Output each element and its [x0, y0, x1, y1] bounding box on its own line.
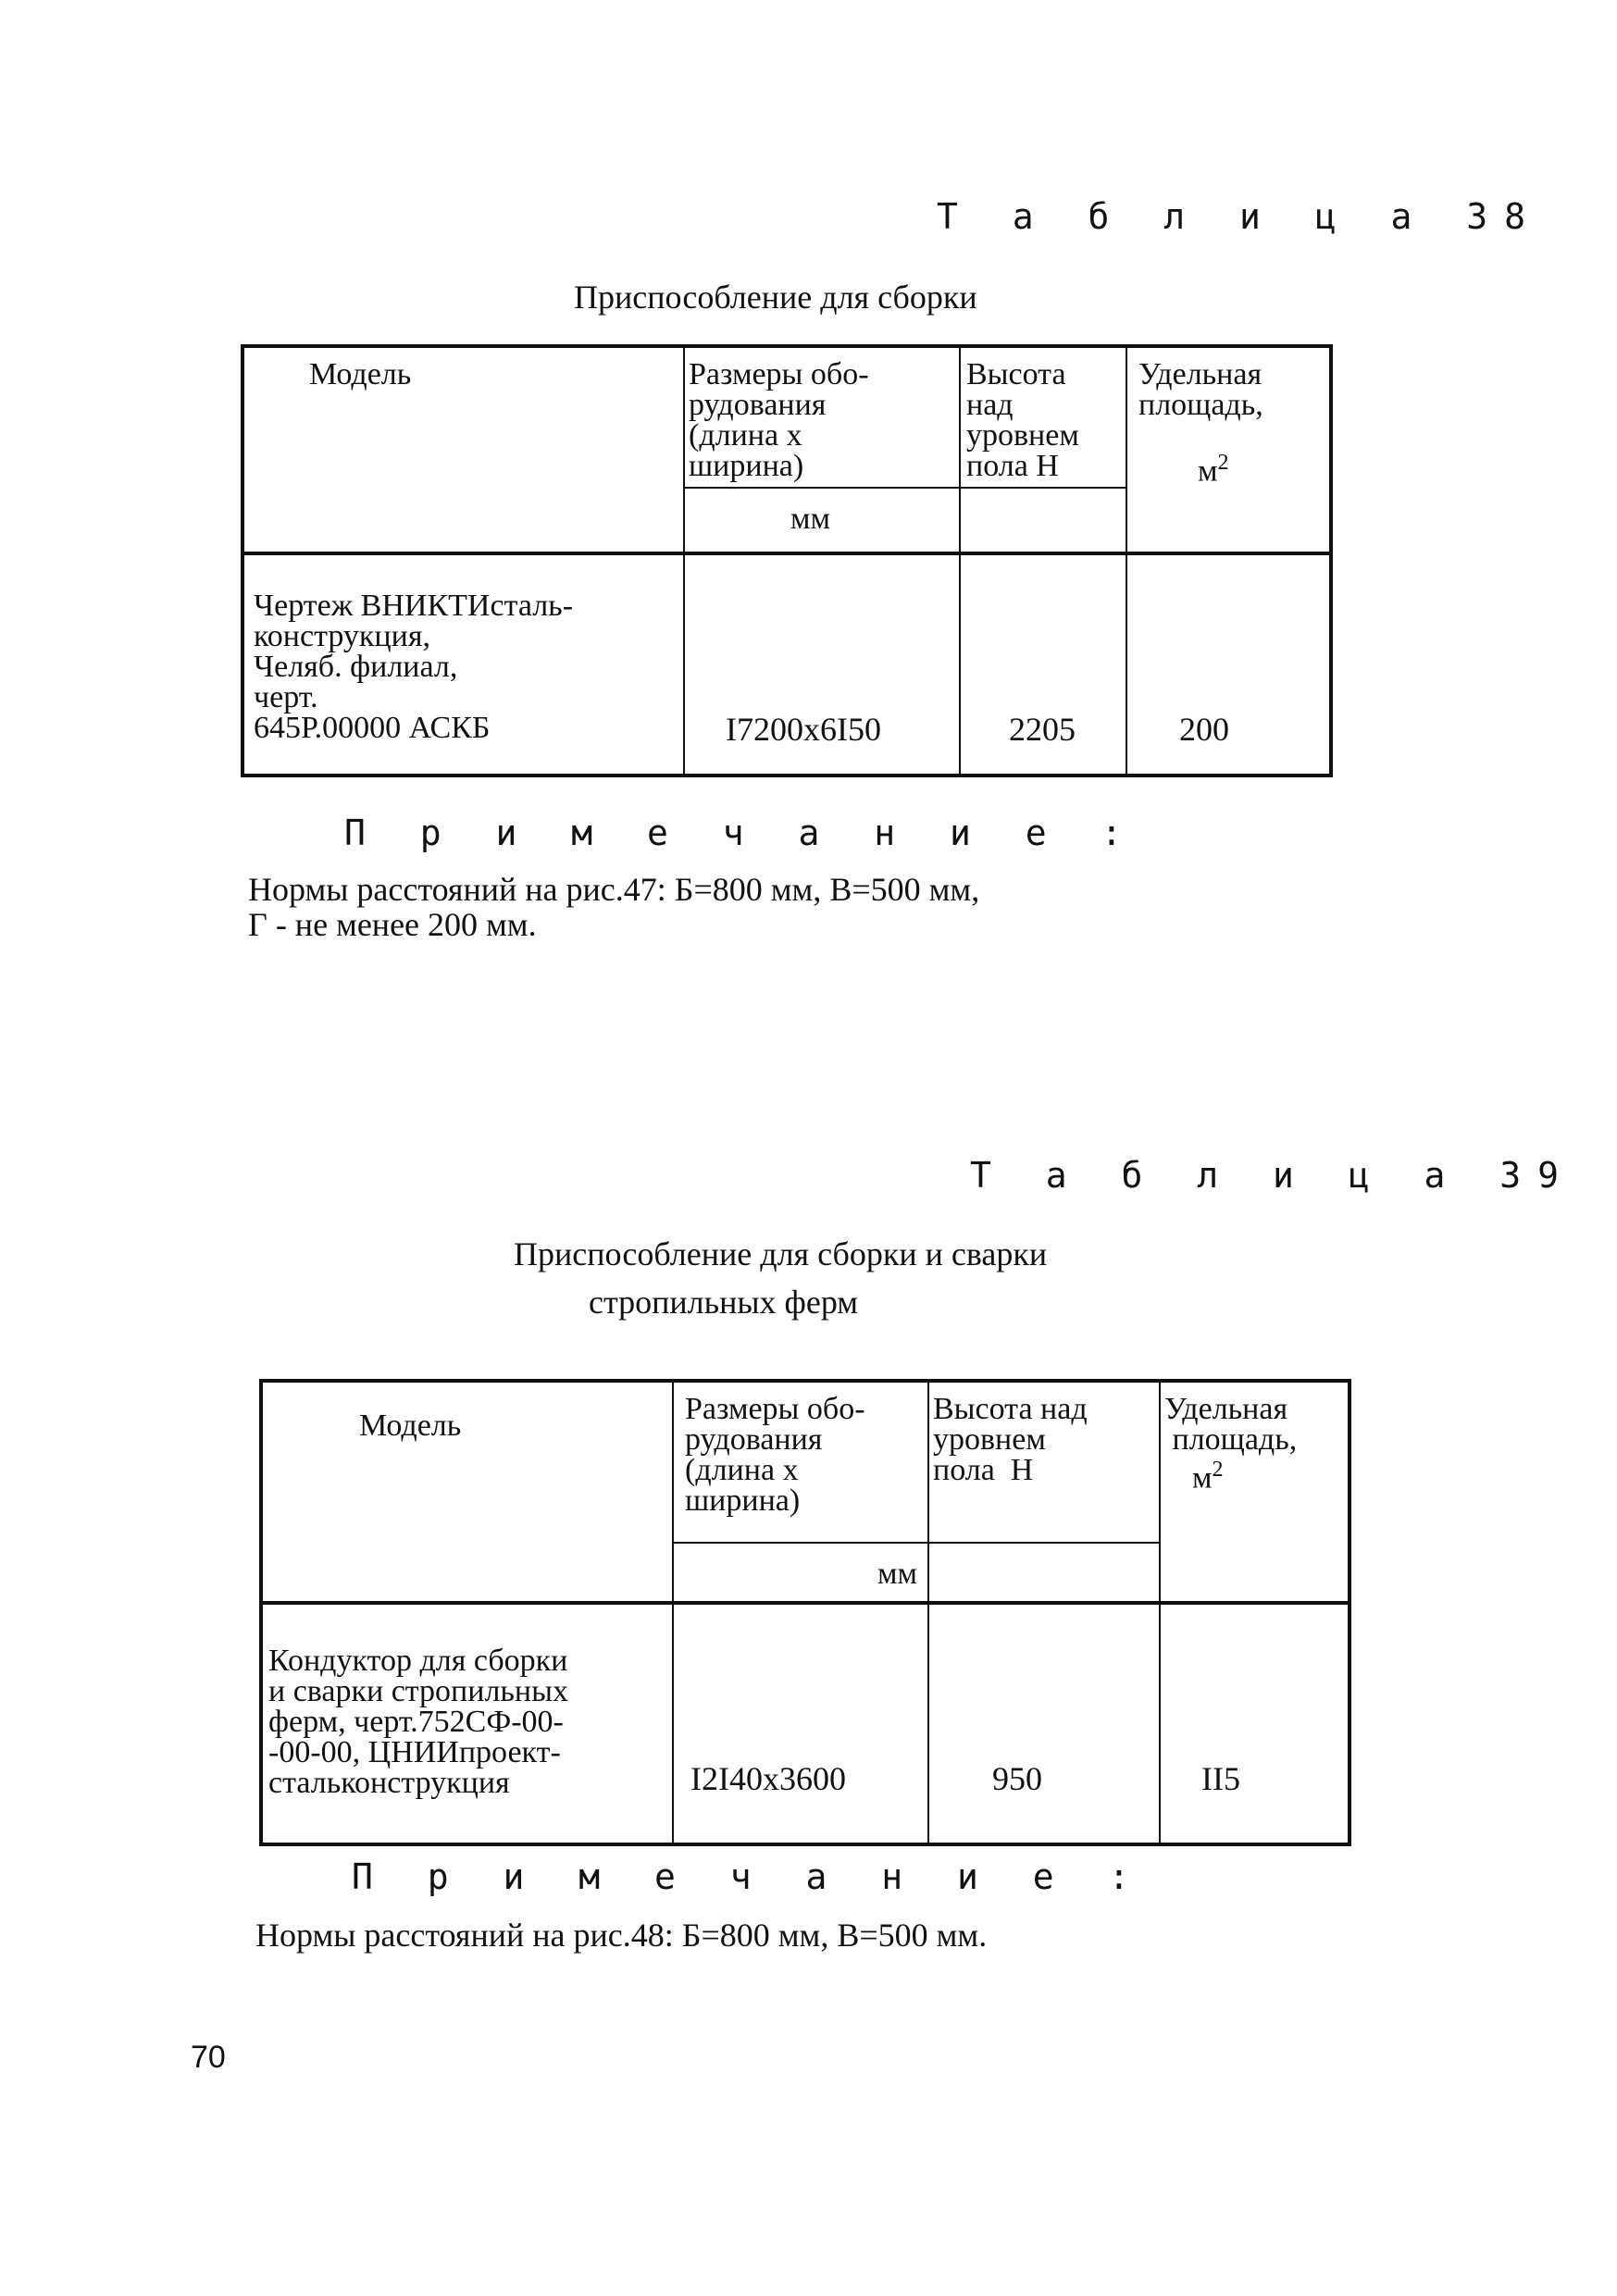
table-38-caption: Приспособление для сборки [574, 279, 977, 316]
header-units: мм [790, 502, 831, 536]
table-39-note-text: Нормы расстояний на рис.48: Б=800 мм, В=500 мм. [255, 1917, 988, 1954]
table-39 [259, 1379, 1351, 1846]
table-38-label: Т а б л и ц а 38 [937, 196, 1543, 237]
header-dimensions: Размеры обо- рудования (длина х ширина) [689, 357, 869, 483]
row-model: Чертеж ВНИКТИсталь- конструкция, Челяб. филиал, черт. 645Р.00000 АСКБ [254, 589, 574, 745]
header-units: мм [877, 1557, 918, 1591]
table-38-note-title: П р и м е ч а н и е : [344, 813, 1139, 853]
header-area: Удельная площадь, [1164, 1392, 1298, 1457]
header-area: Удельная площадь, [1138, 357, 1263, 422]
row-area: II5 [1201, 1760, 1240, 1797]
row-model: Кондуктор для сборки и сварки стропильных ферм, черт.752СФ-00- -00-00, ЦНИИпроект- стальконструкция [268, 1644, 568, 1800]
row-height: 950 [992, 1760, 1042, 1797]
header-height: Высота над уровнем пола Н [966, 357, 1079, 483]
row-dimensions: I7200x6I50 [726, 711, 881, 748]
table-39-label: Т а б л и ц а 39 [970, 1155, 1576, 1196]
row-height: 2205 [1009, 711, 1076, 748]
page-number: 70 [191, 2040, 226, 2075]
row-dimensions: I2I40x3600 [690, 1760, 846, 1797]
header-area-unit: $м^2$ [1198, 451, 1229, 489]
header-area-unit: $м^2$ [1192, 1458, 1224, 1496]
row-area: 200 [1179, 711, 1229, 748]
table-38-note-text: Нормы расстояний на рис.47: Б=800 мм, В=500 мм, Г - не менее 200 мм. [248, 871, 980, 943]
table-39-note-title: П р и м е ч а н и е : [352, 1856, 1147, 1897]
table-38 [241, 344, 1333, 777]
table-39-caption-line2: стропильных ферм [589, 1284, 859, 1321]
header-dimensions: Размеры обо- рудования (длина х ширина) [685, 1392, 865, 1518]
header-height: Высота над уровнем пола Н [933, 1392, 1088, 1487]
table-39-caption-line1: Приспособление для сборки и сварки [514, 1235, 1048, 1272]
header-model: Модель [309, 357, 412, 391]
header-model: Модель [359, 1409, 462, 1443]
